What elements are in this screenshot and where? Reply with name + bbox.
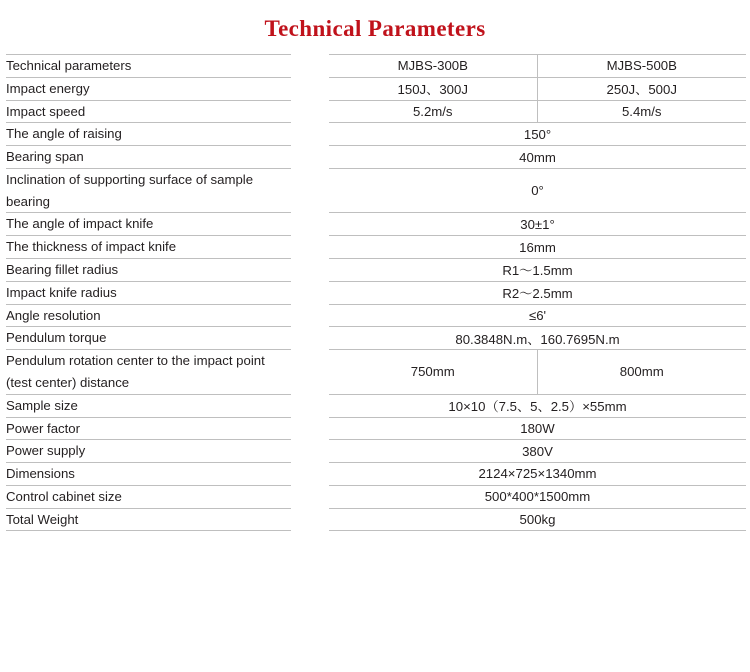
spacer-cell [291, 463, 329, 486]
table-row [6, 168, 746, 213]
table-row [6, 350, 746, 395]
spacer-cell [291, 55, 329, 78]
row-value: R1～1.5mm [329, 259, 746, 282]
table-row [6, 463, 746, 486]
spacer-cell [291, 259, 329, 282]
page-title: Technical Parameters [264, 16, 486, 41]
row-label: Bearing fillet radius [6, 259, 291, 282]
spacer-cell [291, 440, 329, 463]
spacer-cell [291, 350, 329, 395]
spacer-cell [291, 485, 329, 508]
spacer-cell [291, 146, 329, 169]
table-row [6, 327, 746, 350]
row-value: R2～2.5mm [329, 281, 746, 304]
row-value: 2124×725×1340mm [329, 463, 746, 486]
table-row [6, 394, 746, 417]
row-value-col1: 5.2m/s [329, 100, 537, 123]
table-row [6, 55, 746, 78]
table-row [6, 77, 746, 100]
row-label: Angle resolution [6, 304, 291, 327]
row-value-col2: 800mm [537, 350, 746, 395]
row-label: Dimensions [6, 463, 291, 486]
row-value: 40mm [329, 146, 746, 169]
spacer-cell [291, 327, 329, 350]
row-value: 80.3848N.m、160.7695N.m [329, 327, 746, 350]
row-label: The angle of raising [6, 123, 291, 146]
spacer-cell [291, 100, 329, 123]
table-row [6, 123, 746, 146]
table-row [6, 100, 746, 123]
header-col1: MJBS-300B [329, 55, 537, 78]
row-label: Bearing span [6, 146, 291, 169]
table-row [6, 236, 746, 259]
row-value: 16mm [329, 236, 746, 259]
spacer-cell [291, 236, 329, 259]
row-value: 500*400*1500mm [329, 485, 746, 508]
table-row [6, 417, 746, 440]
row-value: 150° [329, 123, 746, 146]
table-row [6, 508, 746, 531]
table-row [6, 213, 746, 236]
spacer-cell [291, 281, 329, 304]
spacer-cell [291, 168, 329, 213]
row-label: Sample size [6, 394, 291, 417]
table-row [6, 281, 746, 304]
table-row [6, 146, 746, 169]
spacer-cell [291, 77, 329, 100]
technical-parameters-table [6, 54, 746, 531]
row-label: Technical parameters [6, 55, 291, 78]
row-value: 380V [329, 440, 746, 463]
row-label: The thickness of impact knife [6, 236, 291, 259]
row-value: 180W [329, 417, 746, 440]
row-label: Inclination of supporting surface of sample bearing [6, 168, 291, 213]
row-label: Pendulum torque [6, 327, 291, 350]
row-label: Control cabinet size [6, 485, 291, 508]
row-label: Pendulum rotation center to the impact point (test center) distance [6, 350, 291, 395]
spacer-cell [291, 417, 329, 440]
table-row [6, 485, 746, 508]
row-value: 500kg [329, 508, 746, 531]
table-row [6, 440, 746, 463]
spacer-cell [291, 304, 329, 327]
row-value: 10×10（7.5、5、2.5）×55mm [329, 394, 746, 417]
row-label: The angle of impact knife [6, 213, 291, 236]
row-label: Impact knife radius [6, 281, 291, 304]
row-value-col1: 150J、300J [329, 77, 537, 100]
row-value: ≤6' [329, 304, 746, 327]
spacer-cell [291, 213, 329, 236]
row-label: Impact energy [6, 77, 291, 100]
row-value-col2: 5.4m/s [537, 100, 746, 123]
spacer-cell [291, 508, 329, 531]
row-value: 0° [329, 168, 746, 213]
table-row [6, 259, 746, 282]
header-col2: MJBS-500B [537, 55, 746, 78]
row-value: 30±1° [329, 213, 746, 236]
spacer-cell [291, 394, 329, 417]
row-label: Power factor [6, 417, 291, 440]
row-label: Power supply [6, 440, 291, 463]
table-row [6, 304, 746, 327]
spacer-cell [291, 123, 329, 146]
row-label: Impact speed [6, 100, 291, 123]
row-label: Total Weight [6, 508, 291, 531]
row-value-col2: 250J、500J [537, 77, 746, 100]
row-value-col1: 750mm [329, 350, 537, 395]
